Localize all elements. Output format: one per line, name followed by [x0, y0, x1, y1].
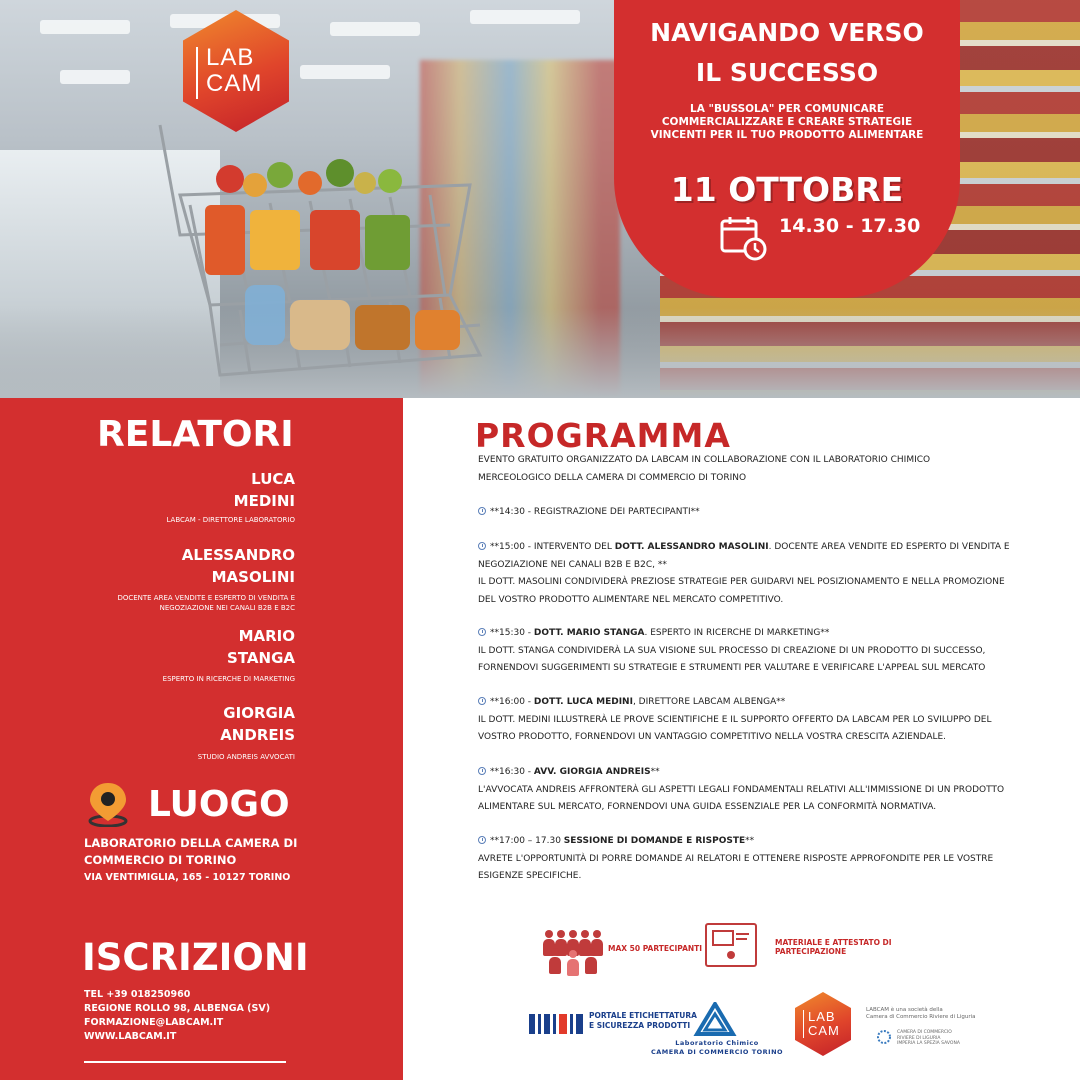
event-time: 14.30 - 17.30 — [779, 215, 921, 237]
schedule-item — [478, 504, 1068, 522]
person-icon-highlight — [567, 950, 579, 976]
speaker-role — [35, 515, 295, 525]
speaker-first-name: GIORGIA — [223, 704, 295, 722]
cciaa-text — [897, 1030, 960, 1047]
clock-icon — [478, 507, 486, 515]
speaker-role — [35, 593, 295, 613]
speaker-role — [35, 752, 295, 762]
schedule-text: . ESPERTO IN RICERCHE DI MARKETING** — [644, 628, 830, 638]
subtitle-line: COMMERCIALIZZARE E CREARE STRATEGIE — [661, 116, 913, 128]
clock-icon — [478, 767, 486, 775]
event-date: 11 OTTOBRE — [670, 170, 904, 209]
speaker-role — [35, 674, 295, 684]
address-text: REGIONE ROLLO 98, ALBENGA (SV) — [84, 1003, 271, 1014]
feature-line: MATERIALE E ATTESTATO DI — [775, 938, 892, 947]
shopping-cart-image — [150, 115, 490, 398]
schedule-text: ESIGENZE SPECIFICHE. — [478, 871, 582, 881]
clock-icon — [478, 542, 486, 550]
clock-icon — [478, 628, 486, 636]
phone-text: TEL +39 018250960 — [84, 989, 191, 1000]
speaker-last-name: MASOLINI — [211, 568, 295, 586]
schedule-time: **17:00 – 17.30 — [490, 836, 564, 846]
venue-line: LABORATORIO DELLA CAMERA DI — [84, 836, 298, 850]
logo-divider — [196, 47, 198, 99]
cciaa-line: CAMERA DI COMMERCIO — [897, 1030, 952, 1035]
cciaa-line: RIVIERE DI LIGURIA — [897, 1035, 941, 1041]
speaker-highlight: DOTT. LUCA MEDINI — [533, 697, 633, 707]
clock-icon — [478, 697, 486, 705]
partner-line: Laboratorio Chimico — [675, 1039, 759, 1047]
schedule-text: FORNENDOVI SUGGERIMENTI SU STRATEGIE E STRUMENTI PER VALUTARE E VERIFICARE L'APPEAL SUL MERCATO — [478, 663, 986, 673]
intro-line: EVENTO GRATUITO ORGANIZZATO DA LABCAM IN COLLABORAZIONE CON IL LABORATORIO CHIMICO — [478, 455, 931, 465]
logo-text-cam: CAM — [206, 70, 263, 97]
speaker-last-name: MEDINI — [233, 492, 295, 510]
note-line: Camera di Commercio Riviere di Liguria — [866, 1014, 976, 1020]
speaker-last-name: STANGA — [227, 649, 295, 667]
ceiling-light — [60, 70, 130, 84]
schedule-text: IL DOTT. MASOLINI CONDIVIDERÀ PREZIOSE STRATEGIE PER GUIDARVI NEL POSIZIONAMENTO E NELLA PROMOZIONE — [478, 577, 1005, 587]
monitor-icon — [705, 923, 757, 967]
schedule-time: **15:30 - — [490, 628, 534, 638]
labcam-note — [866, 1007, 976, 1021]
logo-text-cam: CAM — [808, 1023, 840, 1038]
schedule-text: VOSTRO PRODOTTO, FORNENDOVI UN VANTAGGIO COMPETITIVO NELLA VOSTRA CRESCITA AZIENDALE. — [478, 732, 947, 742]
schedule-text: ALIMENTARE SUL MERCATO, FORNENDOVI UNA GUIDA ESSENZIALE PER LA CONFORMITÀ NORMATIVA. — [478, 802, 937, 812]
ceiling-light — [40, 20, 130, 34]
speaker-role-line: ESPERTO IN RICERCHE DI MARKETING — [162, 675, 295, 683]
divider-line — [84, 1061, 286, 1063]
speaker-role-line: DOCENTE AREA VENDITE E ESPERTO DI VENDITA E — [117, 594, 295, 602]
schedule-text: **14:30 - REGISTRAZIONE DEI PARTECIPANTI** — [490, 507, 700, 517]
speaker-name — [234, 468, 295, 512]
website-link[interactable]: WWW.LABCAM.IT — [84, 1031, 177, 1042]
left-info-panel — [0, 398, 403, 1080]
relatori-title: RELATORI — [97, 414, 294, 455]
program-section — [403, 398, 1080, 1080]
cciaa-line: IMPERIA LA SPEZIA SAVONA — [897, 1041, 960, 1046]
speaker-name — [227, 625, 295, 669]
schedule-item — [478, 694, 1068, 747]
schedule-item — [478, 833, 1068, 886]
speaker-name — [182, 544, 295, 588]
speaker-first-name: LUCA — [251, 470, 295, 488]
feature-line: PARTECIPAZIONE — [775, 947, 847, 956]
schedule-text: AVRETE L'OPPORTUNITÀ DI PORRE DOMANDE AI RELATORI E OTTENERE RISPOSTE APPROFONDITE PER LE VOSTRE — [478, 853, 994, 864]
hero-banner — [0, 0, 1080, 398]
speaker-first-name: MARIO — [238, 627, 295, 645]
speaker-first-name: ALESSANDRO — [181, 546, 295, 564]
luogo-title: LUOGO — [148, 784, 290, 825]
schedule-item — [478, 764, 1068, 817]
speaker-highlight: AVV. GIORGIA ANDREIS — [533, 767, 651, 777]
subtitle-line: LA "BUSSOLA" PER COMUNICARE — [690, 103, 884, 115]
person-icon — [549, 948, 561, 974]
speaker-last-name: ANDREIS — [220, 726, 295, 744]
partner-line: CAMERA DI COMMERCIO TORINO — [650, 1048, 784, 1056]
schedule-time: **16:30 - — [490, 767, 534, 777]
iscrizioni-title: ISCRIZIONI — [82, 936, 309, 979]
portale-text — [589, 1011, 697, 1031]
logo-text-lab: LAB — [206, 44, 255, 71]
ceiling-light — [300, 65, 390, 79]
max-participants: MAX 50 PARTECIPANTI — [608, 944, 703, 953]
schedule-text: NEGOZIAZIONE NEI CANALI B2B E B2C, ** — [478, 559, 667, 570]
schedule-time: **15:00 - INTERVENTO DEL — [490, 542, 615, 552]
event-title-line2: IL SUCCESSO — [695, 58, 879, 87]
speaker-highlight: DOTT. MARIO STANGA — [533, 628, 645, 638]
event-title-line1: NAVIGANDO VERSO — [650, 18, 924, 47]
speaker-name — [220, 702, 295, 746]
schedule-text: . DOCENTE AREA VENDITE ED ESPERTO DI VENDITA E — [768, 542, 1010, 552]
ceiling-light — [470, 10, 580, 24]
lab-chimico-text — [647, 1039, 787, 1057]
schedule-text: ** — [650, 767, 660, 777]
logo-divider — [803, 1010, 804, 1038]
portale-etichettatura-logo — [529, 1012, 585, 1036]
schedule-text: ** — [745, 836, 755, 846]
logo-text-lab: LAB — [808, 1009, 836, 1024]
event-subtitle — [634, 103, 940, 142]
clock-icon — [478, 836, 486, 844]
schedule-item — [478, 625, 1068, 678]
location-pin-icon — [86, 781, 130, 827]
schedule-item — [478, 539, 1068, 609]
calendar-clock-icon — [719, 215, 769, 263]
laboratorio-chimico-logo — [693, 1002, 737, 1038]
materiale-attestato — [775, 938, 892, 956]
event-title-box — [614, 0, 960, 298]
person-icon — [585, 948, 597, 974]
venue-address — [84, 835, 384, 886]
speaker-role-line: STUDIO ANDREIS AVVOCATI — [197, 753, 295, 761]
schedule-text: DEL VOSTRO PRODOTTO ALIMENTARE NEL MERCATO COMPETITIVO. — [478, 594, 784, 605]
program-intro — [478, 452, 1068, 487]
presentation-icon — [707, 925, 755, 965]
note-line: LABCAM è una società della — [866, 1007, 943, 1013]
speaker-highlight: SESSIONE DI DOMANDE E RISPOSTE — [563, 836, 746, 846]
venue-line: COMMERCIO DI TORINO — [84, 853, 237, 867]
partner-line: PORTALE ETICHETTATURA — [589, 1011, 697, 1020]
email-link[interactable]: FORMAZIONE@LABCAM.IT — [84, 1017, 224, 1028]
ceiling-light — [330, 22, 420, 36]
speaker-highlight: DOTT. ALESSANDRO MASOLINI — [614, 542, 769, 552]
subtitle-line: VINCENTI PER IL TUO PRODOTTO ALIMENTARE — [650, 129, 924, 141]
programma-title: PROGRAMMA — [475, 416, 731, 455]
schedule-time: **16:00 - — [490, 697, 534, 707]
venue-street: VIA VENTIMIGLIA, 165 - 10127 TORINO — [84, 872, 291, 883]
schedule-text: IL DOTT. MEDINI ILLUSTRERÀ LE PROVE SCIENTIFICHE E IL SUPPORTO OFFERTO DA LABCAM PER LO SVILUPPO DEL — [478, 714, 992, 725]
cciaa-emblem-icon — [877, 1030, 891, 1044]
schedule-text: , DIRETTORE LABCAM ALBENGA** — [632, 697, 786, 707]
schedule-text: L'AVVOCATA ANDREIS AFFRONTERÀ GLI ASPETTI LEGALI FONDAMENTALI RELATIVI ALL'IMMISSIONE DI UN PRODOTTO — [478, 784, 1005, 795]
participants-icon — [543, 930, 605, 978]
intro-line: MERCEOLOGICO DELLA CAMERA DI COMMERCIO DI TORINO — [478, 472, 747, 483]
speaker-role-line: NEGOZIAZIONE NEI CANALI B2B E B2C — [159, 604, 295, 612]
speaker-role-line: LABCAM - DIRETTORE LABORATORIO — [166, 516, 295, 524]
schedule-text: IL DOTT. STANGA CONDIVIDERÀ LA SUA VISIONE SUL PROCESSO DI CREAZIONE DI UN PRODOTTO DI SUCCESSO, — [478, 645, 986, 656]
partner-line: E SICUREZZA PRODOTTI — [589, 1021, 691, 1030]
